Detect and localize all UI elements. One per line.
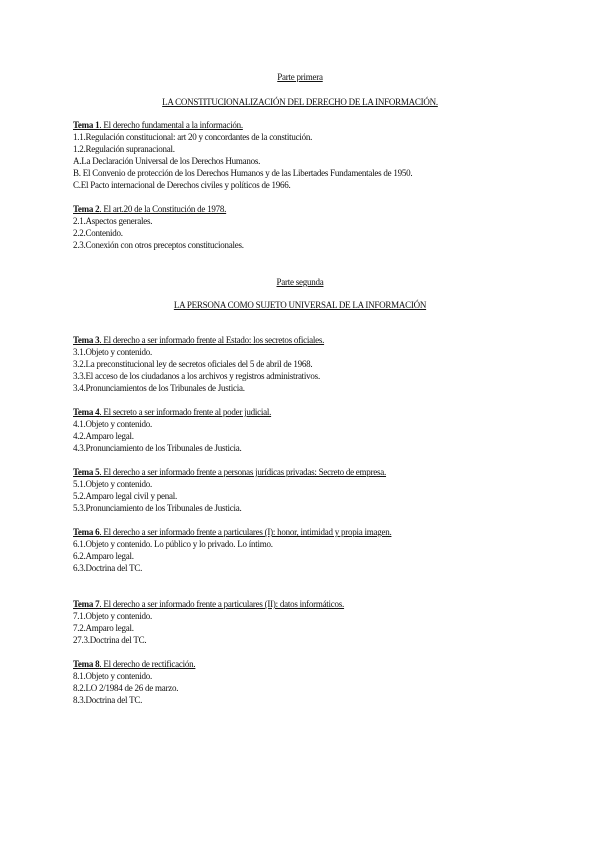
- tema-number: Tema 6: [73, 527, 100, 537]
- list-item: 3.4.Pronunciamientos de los Tribunales de Justicia.: [73, 383, 245, 393]
- part-heading: LA CONSTITUCIONALIZACIÓN DEL DERECHO DE LA INFORMACIÓN.: [162, 97, 438, 107]
- tema-heading: [73, 527, 391, 538]
- list-item: 4.3.Pronunciamiento de los Tribunales de Justicia.: [73, 443, 242, 453]
- tema-heading: [73, 407, 271, 418]
- list-item: 4.1.Objeto y contenido.: [73, 419, 152, 429]
- tema-title: . El derecho a ser informado frente a particulares (II): datos informáticos.: [99, 599, 345, 609]
- tema-title: . El art.20 de la Constitución de 1978.: [99, 204, 227, 214]
- tema-number: Tema 1: [73, 120, 100, 130]
- tema-heading: [73, 204, 226, 215]
- list-item: 27.3.Doctrina del TC.: [73, 635, 147, 645]
- list-item: 3.2.La preconstitucional ley de secretos oficiales del 5 de abril de 1968.: [73, 359, 313, 369]
- tema-title: . El derecho a ser informado frente al Estado: los secretos oficiales.: [99, 335, 325, 345]
- list-item: 6.3.Doctrina del TC.: [73, 563, 143, 573]
- part-heading: LA PERSONA COMO SUJETO UNIVERSAL DE LA INFORMACIÓN: [173, 300, 427, 310]
- list-item: 3.1.Objeto y contenido.: [73, 347, 152, 357]
- list-item: 3.3.El acceso de los ciudadanos a los archivos y registros administrativos.: [73, 371, 320, 381]
- tema-heading: [73, 120, 243, 131]
- tema-title: . El derecho de rectificación.: [99, 659, 196, 669]
- list-item: 8.1.Objeto y contenido.: [73, 671, 152, 681]
- tema-number: Tema 3: [73, 335, 100, 345]
- list-item: 2.2.Contenido.: [73, 228, 123, 238]
- tema-title: . El derecho a ser informado frente a personas jurídicas privadas: Secreto de empresa.: [99, 467, 387, 477]
- list-item: 8.2.LO 2/1984 de 26 de marzo.: [73, 683, 179, 693]
- list-item: 2.1.Aspectos generales.: [73, 216, 153, 226]
- tema-title: . El secreto a ser informado frente al poder judicial.: [99, 407, 272, 417]
- part-label: Parte segunda: [276, 277, 324, 287]
- tema-heading: [73, 467, 386, 478]
- list-item: 1.1.Regulación constitucional: art 20 y concordantes de la constitución.: [73, 132, 313, 142]
- list-item: 7.2.Amparo legal.: [73, 623, 134, 633]
- list-item: 1.2.Regulación supranacional.: [73, 144, 175, 154]
- list-item: C.El Pacto internacional de Derechos civiles y políticos de 1966.: [73, 180, 291, 190]
- list-item: 4.2.Amparo legal.: [73, 431, 134, 441]
- tema-number: Tema 7: [73, 599, 100, 609]
- tema-title: . El derecho fundamental a la información.: [99, 120, 243, 130]
- list-item: 6.2.Amparo legal.: [73, 551, 134, 561]
- list-item: 5.1.Objeto y contenido.: [73, 479, 152, 489]
- list-item: 6.1.Objeto y contenido. Lo público y lo privado. Lo íntimo.: [73, 539, 273, 549]
- tema-number: Tema 8: [73, 659, 100, 669]
- tema-heading: [73, 599, 344, 610]
- list-item: 5.3.Pronunciamiento de los Tribunales de Justicia.: [73, 503, 242, 513]
- tema-number: Tema 2: [73, 204, 100, 214]
- tema-title: . El derecho a ser informado frente a particulares (I): honor, intimidad y propia imagen.: [99, 527, 392, 537]
- list-item: A.La Declaración Universal de los Derechos Humanos.: [73, 156, 261, 166]
- tema-number: Tema 5: [73, 467, 100, 477]
- list-item: 8.3.Doctrina del TC.: [73, 695, 143, 705]
- list-item: B. El Convenio de protección de los Derechos Humanos y de las Libertades Fundamentales de 1950.: [73, 168, 413, 178]
- tema-number: Tema 4: [73, 407, 100, 417]
- part-label: Parte primera: [277, 72, 323, 82]
- tema-heading: [73, 335, 324, 346]
- tema-heading: [73, 659, 195, 670]
- list-item: 2.3.Conexión con otros preceptos constitucionales.: [73, 240, 244, 250]
- list-item: 5.2.Amparo legal civil y penal.: [73, 491, 177, 501]
- list-item: 7.1.Objeto y contenido.: [73, 611, 152, 621]
